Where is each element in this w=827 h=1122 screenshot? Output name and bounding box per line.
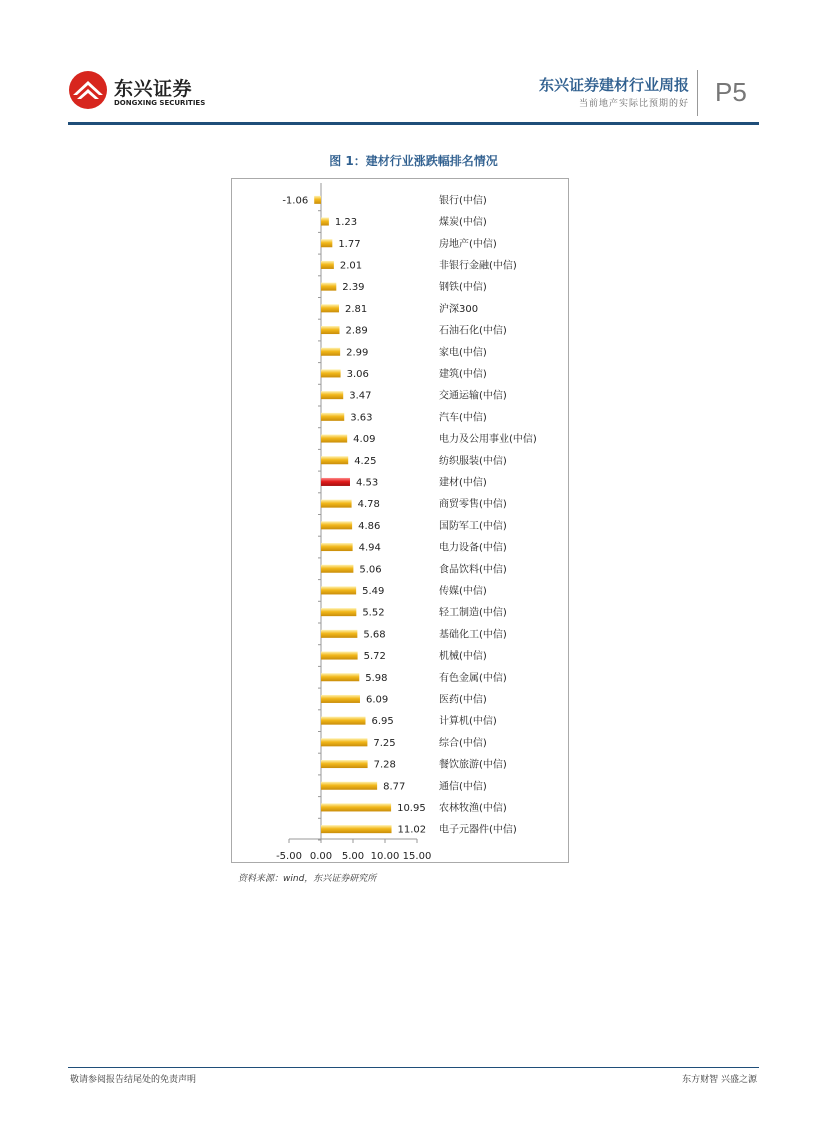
category-label: 交通运输(中信)	[439, 390, 507, 402]
category-label: 沪深300	[439, 303, 479, 315]
footer-slogan: 东方财智 兴盛之源	[682, 1075, 757, 1085]
data-label: 2.99	[346, 347, 369, 359]
bar	[321, 239, 332, 247]
bar	[321, 717, 365, 725]
category-label: 非银行金融(中信)	[439, 260, 517, 272]
category-label: 纺织服装(中信)	[439, 455, 507, 467]
bar-chart	[231, 178, 569, 863]
data-label: 10.95	[397, 802, 426, 814]
category-label: 汽车(中信)	[439, 412, 487, 424]
bar	[321, 261, 334, 269]
bar	[321, 413, 344, 421]
data-label: 6.09	[365, 694, 389, 706]
category-label: 房地产(中信)	[439, 238, 497, 250]
category-label: 食品饮料(中信)	[439, 564, 507, 576]
x-tick-label: 15.00	[402, 851, 432, 862]
report-subtitle: 当前地产实际比预期的好	[578, 99, 689, 109]
category-label: 煤炭(中信)	[439, 217, 487, 229]
category-label: 国防军工(中信)	[439, 520, 507, 532]
data-label: 8.77	[383, 781, 406, 793]
bar	[321, 391, 343, 399]
data-label: 2.89	[345, 325, 368, 337]
data-label: 7.25	[373, 737, 396, 749]
data-label: 1.77	[338, 238, 361, 250]
bar	[321, 369, 341, 377]
bar	[321, 586, 356, 594]
data-label: 4.78	[357, 499, 380, 511]
data-label: 6.95	[371, 716, 394, 728]
data-label: -1.06	[282, 195, 309, 207]
logo-text-en: DONGXING SECURITIES	[114, 99, 206, 107]
bar	[321, 304, 339, 312]
bar	[321, 803, 391, 811]
header-rule	[68, 122, 759, 125]
category-label: 计算机(中信)	[439, 716, 497, 728]
x-tick-label: 5.00	[341, 851, 365, 862]
data-label: 5.68	[363, 629, 386, 641]
report-title: 东兴证券建材行业周报	[538, 76, 689, 94]
bar	[321, 652, 358, 660]
category-label: 餐饮旅游(中信)	[439, 759, 507, 771]
bar	[314, 196, 321, 204]
category-label: 电力及公用事业(中信)	[439, 434, 537, 446]
footer-disclaimer: 敬请参阅报告结尾处的免责声明	[70, 1075, 197, 1085]
data-label: 4.86	[358, 520, 381, 532]
category-label: 电力设备(中信)	[439, 542, 507, 554]
category-label: 有色金属(中信)	[439, 672, 507, 684]
logo-emblem-icon	[68, 70, 108, 110]
bar	[321, 738, 367, 746]
data-label: 7.28	[373, 759, 396, 771]
bar	[321, 695, 360, 703]
data-label: 5.06	[359, 564, 382, 576]
data-label: 4.53	[355, 477, 379, 489]
category-label: 轻工制造(中信)	[439, 607, 507, 619]
category-label: 机械(中信)	[439, 651, 487, 663]
bar	[321, 348, 340, 356]
bar	[321, 630, 357, 638]
bar	[321, 782, 377, 790]
category-label: 家电(中信)	[439, 347, 487, 359]
bar	[321, 435, 347, 443]
category-label: 商贸零售(中信)	[439, 499, 507, 511]
category-label: 农林牧渔(中信)	[439, 802, 507, 814]
data-label: 2.01	[339, 260, 363, 272]
data-label: 1.23	[334, 217, 358, 229]
page-number: P5	[715, 77, 747, 107]
data-label: 3.47	[349, 390, 372, 402]
data-label: 11.02	[397, 824, 427, 836]
data-label: 3.63	[350, 412, 373, 424]
bar	[321, 521, 352, 529]
data-label: 5.52	[362, 607, 385, 619]
bar	[321, 326, 339, 334]
data-label: 4.09	[353, 434, 376, 446]
category-label: 建材(中信)	[439, 477, 487, 489]
figure-title: 图 1：建材行业涨跌幅排名情况	[329, 154, 498, 168]
footer-rule	[68, 1067, 759, 1068]
data-label: 5.98	[365, 672, 388, 684]
bar	[321, 608, 356, 616]
category-label: 传媒(中信)	[439, 585, 487, 597]
bar	[321, 565, 353, 573]
company-logo	[68, 70, 208, 114]
data-label: 2.81	[344, 303, 368, 315]
category-label: 通信(中信)	[439, 781, 487, 793]
bar	[321, 673, 359, 681]
category-label: 综合(中信)	[439, 737, 487, 749]
bar	[321, 456, 348, 464]
category-label: 电子元器件(中信)	[439, 824, 517, 836]
data-label: 4.94	[358, 542, 381, 554]
bar-highlight	[321, 478, 350, 486]
category-label: 钢铁(中信)	[439, 282, 487, 294]
category-label: 基础化工(中信)	[439, 629, 507, 641]
data-label: 4.25	[354, 455, 377, 467]
bar	[321, 283, 336, 291]
bar	[321, 825, 392, 833]
x-tick-label: 10.00	[370, 851, 400, 862]
data-label: 2.39	[342, 282, 365, 294]
logo-text-cn: 东兴证券	[114, 78, 193, 100]
data-label: 5.49	[362, 585, 385, 597]
figure-source: 资料来源：wind，东兴证券研究所	[238, 874, 377, 884]
bar	[321, 218, 329, 226]
x-tick-label: -5.00	[276, 851, 302, 862]
data-label: 5.72	[363, 651, 386, 663]
bar	[321, 543, 353, 551]
bar	[321, 500, 352, 508]
bar	[321, 760, 368, 768]
category-label: 石油石化(中信)	[439, 325, 507, 337]
category-label: 建筑(中信)	[439, 368, 487, 380]
data-label: 3.06	[346, 368, 369, 380]
category-label: 银行(中信)	[439, 195, 487, 207]
header-divider	[697, 70, 698, 116]
category-label: 医药(中信)	[439, 694, 487, 706]
x-tick-label: 0.00	[309, 851, 333, 862]
